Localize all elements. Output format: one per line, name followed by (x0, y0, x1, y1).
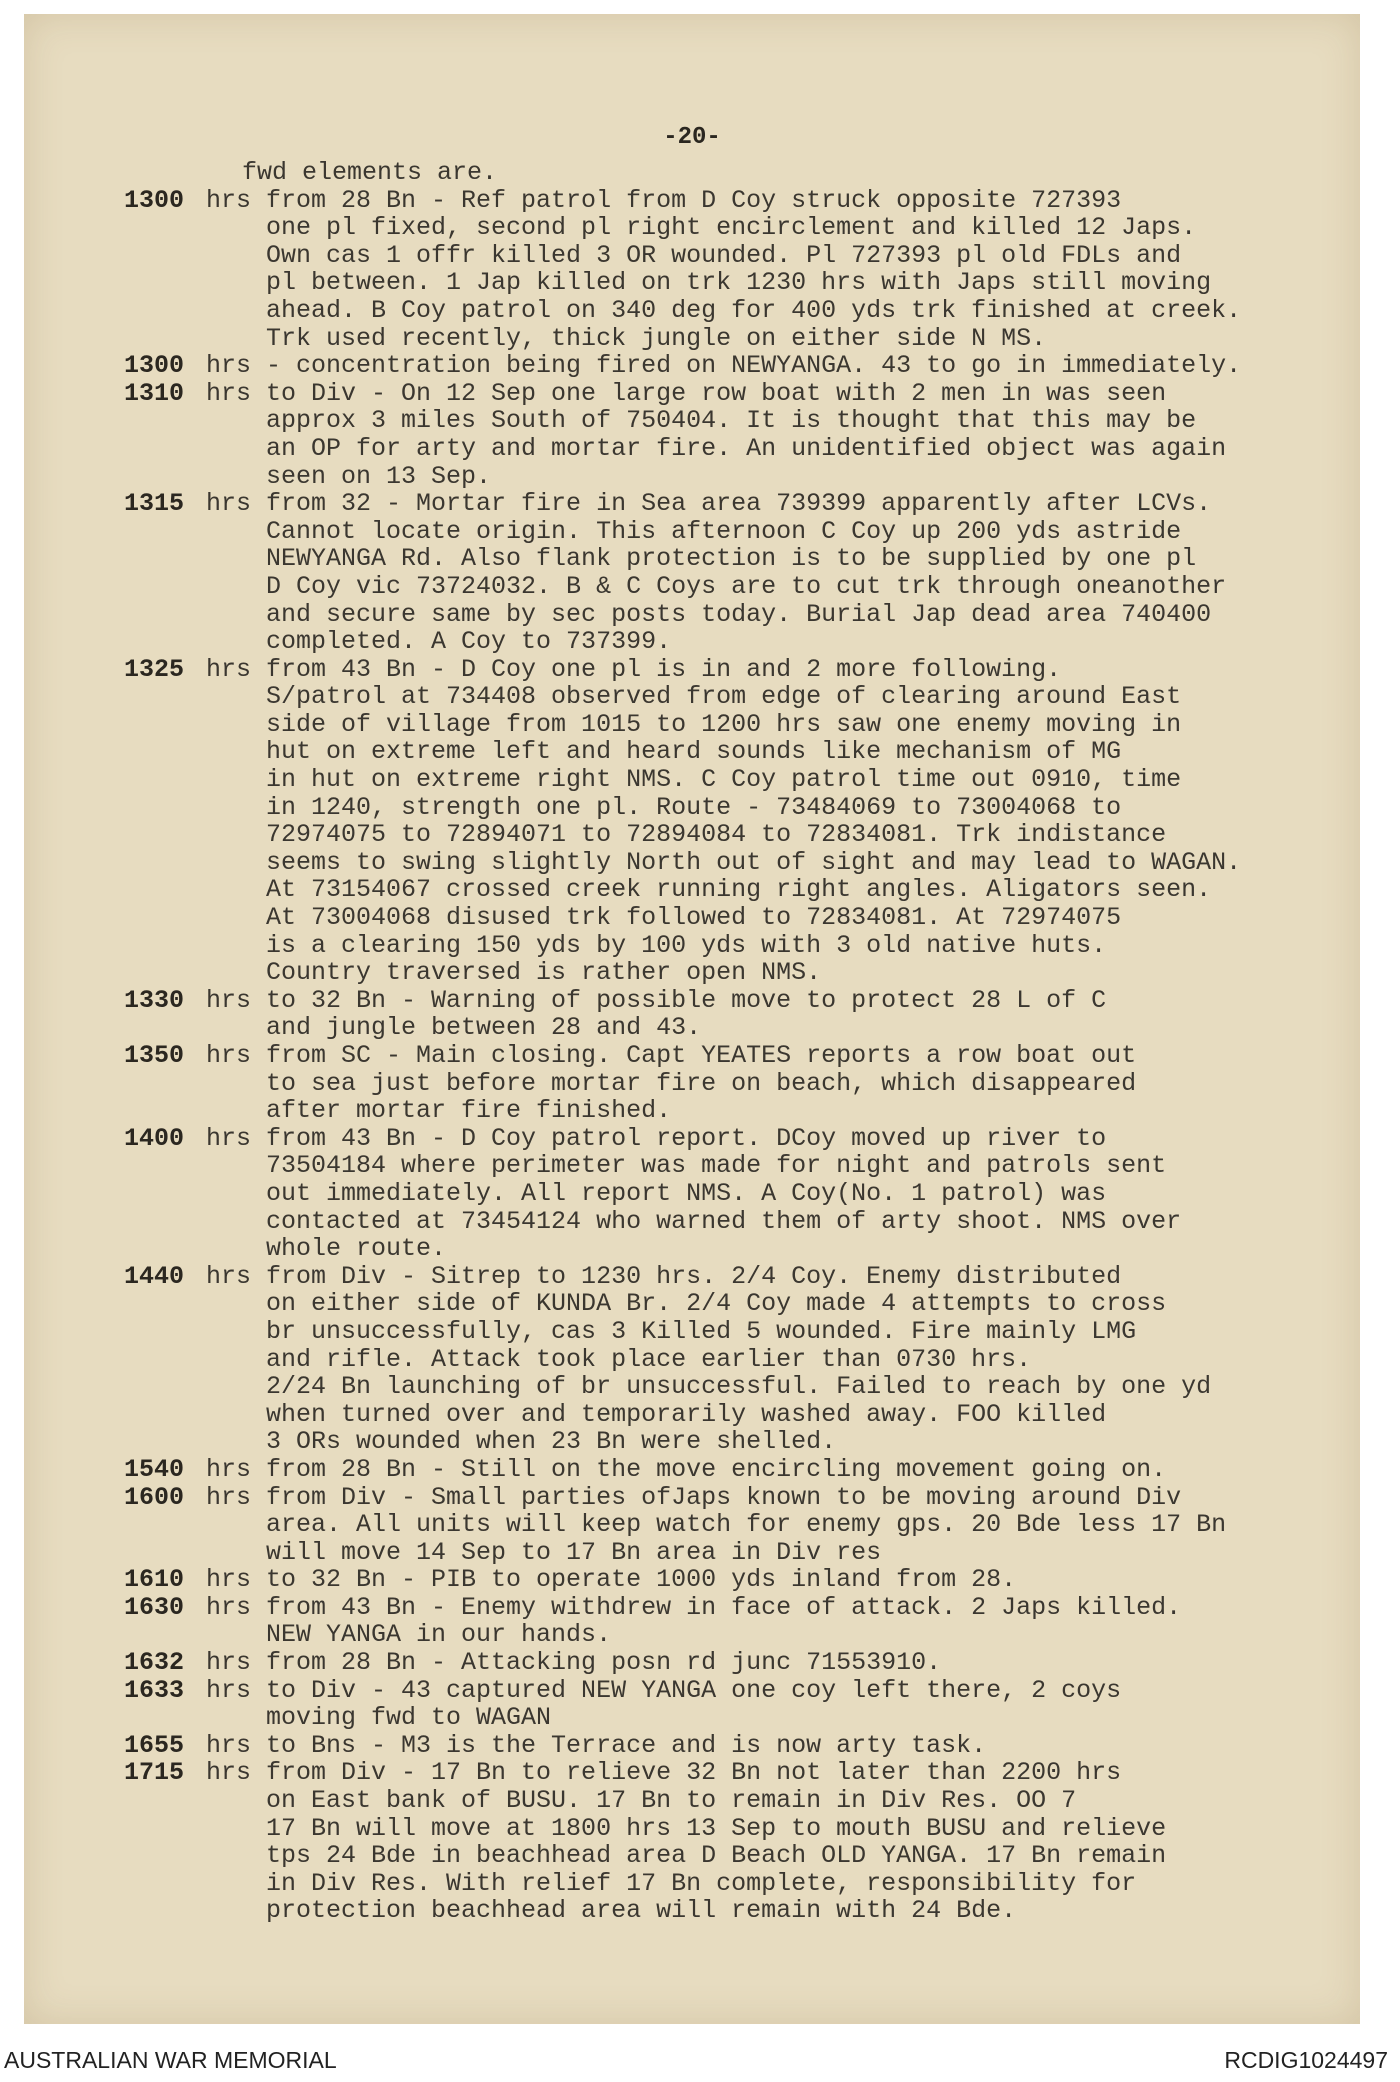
entry-text-line: tps 24 Bde in beachhead area D Beach OLD YANGA. 17 Bn remain (206, 1841, 1167, 1871)
log-entry (124, 1566, 1364, 1594)
entry-text-line: Trk used recently, thick jungle on either side N MS. (206, 323, 1047, 353)
entry-text-line: hrs from 43 Bn - Enemy withdrew in face of attack. 2 Japs killed. (206, 1592, 1182, 1622)
entry-text-line: 72974075 to 72894071 to 72894084 to 72834081. Trk indistance (206, 820, 1167, 850)
log-entry (124, 352, 1364, 380)
entry-text-line: and rifle. Attack took place earlier than 0730 hrs. (206, 1344, 1032, 1374)
entry-text-line: pl between. 1 Jap killed on trk 1230 hrs with Japs still moving (206, 268, 1212, 298)
entry-text-line: NEW YANGA in our hands. (206, 1620, 612, 1650)
log-entry (124, 1456, 1364, 1484)
entry-text-line: approx 3 miles South of 750404. It is thought that this may be (206, 406, 1197, 436)
entry-time: 1632 (124, 1648, 185, 1678)
page-number: -20- (663, 124, 721, 151)
entry-text-line: 3 ORs wounded when 23 Bn were shelled. (206, 1427, 837, 1457)
entry-text-line: on East bank of BUSU. 17 Bn to remain in Div Res. OO 7 (206, 1786, 1077, 1816)
entry-text-line: after mortar fire finished. (206, 1096, 672, 1126)
entry-text-line: in Div Res. With relief 17 Bn complete, responsibility for (206, 1868, 1137, 1898)
entry-text-line: hrs from 43 Bn - D Coy one pl is in and 2 more following. (206, 654, 1062, 684)
entry-time: 1300 (124, 351, 185, 381)
entry-time: 1300 (124, 185, 185, 215)
entry-text-line: an OP for arty and mortar fire. An unidentified object was again (206, 433, 1227, 463)
war-diary-log (124, 159, 1364, 1925)
entry-text-line: and secure same by sec posts today. Burial Jap dead area 740400 (206, 599, 1212, 629)
entry-text-line: hrs from 43 Bn - D Coy patrol report. DCoy moved up river to (206, 1123, 1107, 1153)
entry-text-line: area. All units will keep watch for enemy gps. 20 Bde less 17 Bn (206, 1510, 1227, 1540)
entry-text-line: moving fwd to WAGAN (206, 1703, 552, 1733)
entry-time: 1630 (124, 1592, 185, 1622)
entry-text-line: Cannot locate origin. This afternoon C Coy up 200 yds astride (206, 516, 1182, 546)
entry-text-line: when turned over and temporarily washed away. FOO killed (206, 1399, 1107, 1429)
log-entry (124, 656, 1364, 987)
entry-text-line: one pl fixed, second pl right encirclement and killed 12 Japs. (206, 213, 1197, 243)
entry-time: 1715 (124, 1758, 185, 1788)
continuation-line: fwd elements are. (242, 158, 498, 187)
entry-text-line: protection beachhead area will remain with 24 Bde. (206, 1896, 1017, 1926)
entry-text-line: hrs - concentration being fired on NEWYANGA. 43 to go in immediately. (206, 351, 1242, 381)
entry-text-line: Country traversed is rather open NMS. (206, 958, 822, 988)
entry-text-line: hrs from 32 - Mortar fire in Sea area 739399 apparently after LCVs. (206, 489, 1212, 519)
entry-text-line: to sea just before mortar fire on beach, which disappeared (206, 1068, 1137, 1098)
log-entry (124, 187, 1364, 353)
entry-text-line: in hut on extreme right NMS. C Coy patrol time out 0910, time (206, 765, 1182, 795)
entry-text-line: completed. A Coy to 737399. (206, 627, 672, 657)
entry-text-line: hrs from Div - Small parties ofJaps known to be moving around Div (206, 1482, 1182, 1512)
entry-text-line: hrs from 28 Bn - Attacking posn rd junc 71553910. (206, 1648, 942, 1678)
entry-text-line: br unsuccessfully, cas 3 Killed 5 wounded. Fire mainly LMG (206, 1316, 1137, 1346)
log-entry (124, 1125, 1364, 1263)
entry-text-line: hrs from 28 Bn - Still on the move encircling movement going on. (206, 1454, 1167, 1484)
entry-text-line: out immediately. All report NMS. A Coy(No. 1 patrol) was (206, 1178, 1107, 1208)
entry-time: 1633 (124, 1675, 185, 1705)
entry-text-line: hrs from Div - Sitrep to 1230 hrs. 2/4 Coy. Enemy distributed (206, 1261, 1122, 1291)
entry-time: 1600 (124, 1482, 185, 1512)
entry-text-line: will move 14 Sep to 17 Bn area in Div res (206, 1537, 882, 1567)
entry-time: 1315 (124, 489, 185, 519)
entry-text-line: D Coy vic 73724032. B & C Coys are to cut trk through oneanother (206, 571, 1227, 601)
entry-text-line: hrs from 28 Bn - Ref patrol from D Coy struck opposite 727393 (206, 185, 1122, 215)
entry-text-line: At 73154067 crossed creek running right angles. Aligators seen. (206, 875, 1212, 905)
entry-time: 1540 (124, 1454, 185, 1484)
entry-time: 1350 (124, 1041, 185, 1070)
entry-text-line: hrs to 32 Bn - PIB to operate 1000 yds inland from 28. (206, 1565, 1017, 1595)
entry-text-line: seems to swing slightly North out of sight and may lead to WAGAN. (206, 847, 1242, 877)
log-entry (124, 1732, 1364, 1760)
footer-source: AUSTRALIAN WAR MEMORIAL (4, 2047, 337, 2073)
entry-text-line: At 73004068 disused trk followed to 72834081. At 72974075 (206, 903, 1122, 933)
log-entry (124, 1677, 1364, 1732)
log-entry (124, 490, 1364, 656)
entry-time: 1400 (124, 1123, 185, 1153)
entry-time: 1440 (124, 1261, 185, 1291)
entry-text-line: Own cas 1 offr killed 3 OR wounded. Pl 727393 pl old FDLs and (206, 240, 1182, 270)
footer-record-id: RCDIG1024497 (1224, 2047, 1388, 2073)
log-entry (124, 1594, 1364, 1649)
entry-text-line: hrs to Bns - M3 is the Terrace and is now arty task. (206, 1730, 987, 1760)
entry-text-line: side of village from 1015 to 1200 hrs saw one enemy moving in (206, 709, 1182, 739)
entry-text-line: on either side of KUNDA Br. 2/4 Coy made 4 attempts to cross (206, 1289, 1167, 1319)
entry-text-line: whole route. (206, 1234, 447, 1264)
entry-text-line: 2/24 Bn launching of br unsuccessful. Failed to reach by one yd (206, 1372, 1212, 1402)
log-entry (124, 987, 1364, 1042)
entry-text-line: in 1240, strength one pl. Route - 73484069 to 73004068 to (206, 792, 1122, 822)
log-entry (124, 1484, 1364, 1567)
log-entry (124, 1649, 1364, 1677)
entry-time: 1310 (124, 378, 185, 408)
entry-time: 1655 (124, 1730, 185, 1760)
entry-time: 1330 (124, 985, 185, 1015)
entry-text-line: ahead. B Coy patrol on 340 deg for 400 yds trk finished at creek. (206, 295, 1242, 325)
entry-text-line: is a clearing 150 yds by 100 yds with 3 old native huts. (206, 930, 1107, 960)
entry-text-line: seen on 13 Sep. (206, 461, 492, 491)
log-entry (124, 1042, 1364, 1125)
entry-text-line: and jungle between 28 and 43. (206, 1013, 702, 1043)
entry-text-line: contacted at 73454124 who warned them of arty shoot. NMS over (206, 1206, 1182, 1236)
log-entry (124, 1263, 1364, 1456)
entry-text-line: S/patrol at 734408 observed from edge of clearing around East (206, 682, 1182, 712)
entry-text-line: 17 Bn will move at 1800 hrs 13 Sep to mouth BUSU and relieve (206, 1813, 1167, 1843)
entry-text-line: 73504184 where perimeter was made for night and patrols sent (206, 1151, 1167, 1181)
entry-text-line: hrs from Div - 17 Bn to relieve 32 Bn not later than 2200 hrs (206, 1758, 1122, 1788)
log-entry (124, 1759, 1364, 1925)
entry-text-line: NEWYANGA Rd. Also flank protection is to be supplied by one pl (206, 544, 1197, 574)
entry-time: 1610 (124, 1565, 185, 1595)
entry-text-line: hrs to Div - On 12 Sep one large row boat with 2 men in was seen (206, 378, 1167, 408)
log-entry (124, 380, 1364, 490)
document-page (24, 14, 1360, 2024)
entry-text-line: hut on extreme left and heard sounds like mechanism of MG (206, 737, 1122, 767)
entry-text-line: hrs to 32 Bn - Warning of possible move to protect 28 L of C (206, 985, 1107, 1015)
entry-time: 1325 (124, 654, 185, 684)
entry-text-line: hrs to Div - 43 captured NEW YANGA one coy left there, 2 coys (206, 1675, 1122, 1705)
entry-text-line: hrs from SC - Main closing. Capt YEATES reports a row boat out (206, 1041, 1137, 1070)
